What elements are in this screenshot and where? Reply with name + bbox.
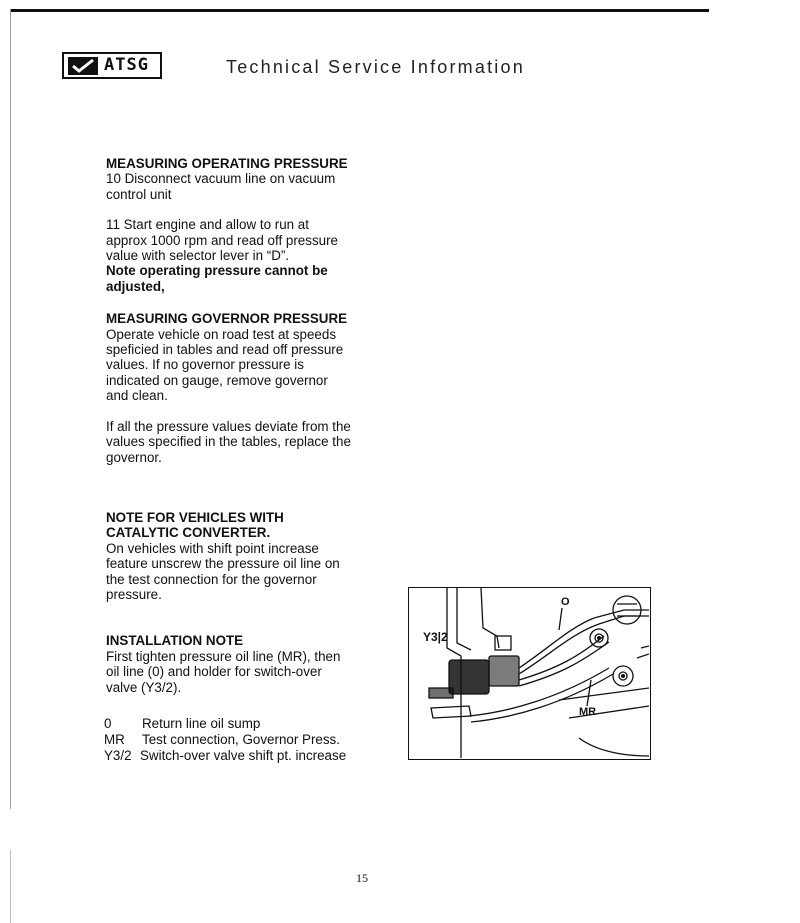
catalytic-line3: the test connection for the governor	[106, 571, 317, 587]
note-line2: adjusted,	[106, 278, 165, 294]
figure-label-o: O	[561, 596, 570, 608]
catalytic-heading-line1: NOTE FOR VEHICLES WITH	[106, 509, 284, 525]
legend-key: MR	[104, 732, 125, 747]
legend-text: Return line oil sump	[142, 716, 261, 731]
parts-legend	[104, 716, 346, 764]
installation-line3: valve (Y3/2).	[106, 679, 182, 695]
atsg-logo	[62, 52, 162, 79]
top-rule	[10, 9, 709, 12]
page-number: 15	[356, 871, 368, 885]
left-edge-line	[10, 9, 11, 809]
governor-heading: MEASURING GOVERNOR PRESSURE	[106, 311, 348, 327]
legend-key: 0	[104, 716, 112, 731]
governor-p1-line2: speficied in tables and read off pressure	[106, 342, 344, 358]
governor-p1-line4: indicated on gauge, remove governor	[106, 372, 328, 388]
catalytic-line1: On vehicles with shift point increase	[106, 540, 319, 556]
governor-p1-line1: Operate vehicle on road test at speeds	[106, 326, 337, 342]
step10-line1: 10 Disconnect vacuum line on vacuum	[106, 171, 336, 187]
note-line1: Note operating pressure cannot be	[106, 263, 328, 279]
catalytic-line4: pressure.	[106, 586, 162, 602]
left-edge-line-lower	[10, 850, 11, 923]
governor-p1-line5: and clean.	[106, 388, 168, 404]
legend-row-mr	[104, 732, 346, 748]
governor-p2-line3: governor.	[106, 449, 162, 465]
step11-line1: 11 Start engine and allow to run at	[106, 217, 309, 233]
installation-line1: First tighten pressure oil line (MR), then	[106, 648, 341, 664]
catalytic-heading-line2: CATALYTIC CONVERTER.	[106, 525, 271, 541]
legend-row-0	[104, 716, 346, 732]
installation-heading: INSTALLATION NOTE	[106, 633, 244, 649]
governor-p2-line1: If all the pressure values deviate from the	[106, 418, 351, 434]
checkmark-icon	[68, 57, 98, 75]
legend-text: Test connection, Governor Press.	[142, 732, 340, 747]
main-text	[106, 156, 358, 695]
governor-p1-line3: values. If no governor pressure is	[106, 357, 304, 373]
governor-p2-line2: values specified in the tables, replace the	[106, 434, 351, 450]
logo-text: ATSG	[104, 55, 149, 75]
step10-line2: control unit	[106, 186, 172, 202]
legend-text: Switch-over valve shift pt. increase	[140, 748, 347, 763]
figure-label-y32: Y3|2	[423, 630, 448, 644]
installation-line2: oil line (0) and holder for switch-over	[106, 664, 322, 680]
operating-heading: MEASURING OPERATING PRESSURE	[106, 156, 348, 171]
step11-line3: value with selector lever in “D”.	[106, 248, 290, 264]
catalytic-line2: feature unscrew the pressure oil line on	[106, 556, 340, 572]
legend-row-y32	[104, 748, 346, 764]
transmission-diagram	[408, 587, 651, 760]
transmission-line-drawing	[409, 588, 649, 758]
page-header-title: Technical Service Information	[226, 57, 525, 77]
figure-label-mr: MR	[579, 706, 597, 718]
legend-key: Y3/2	[104, 748, 132, 763]
step11-line2: approx 1000 rpm and read off pressure	[106, 232, 339, 248]
